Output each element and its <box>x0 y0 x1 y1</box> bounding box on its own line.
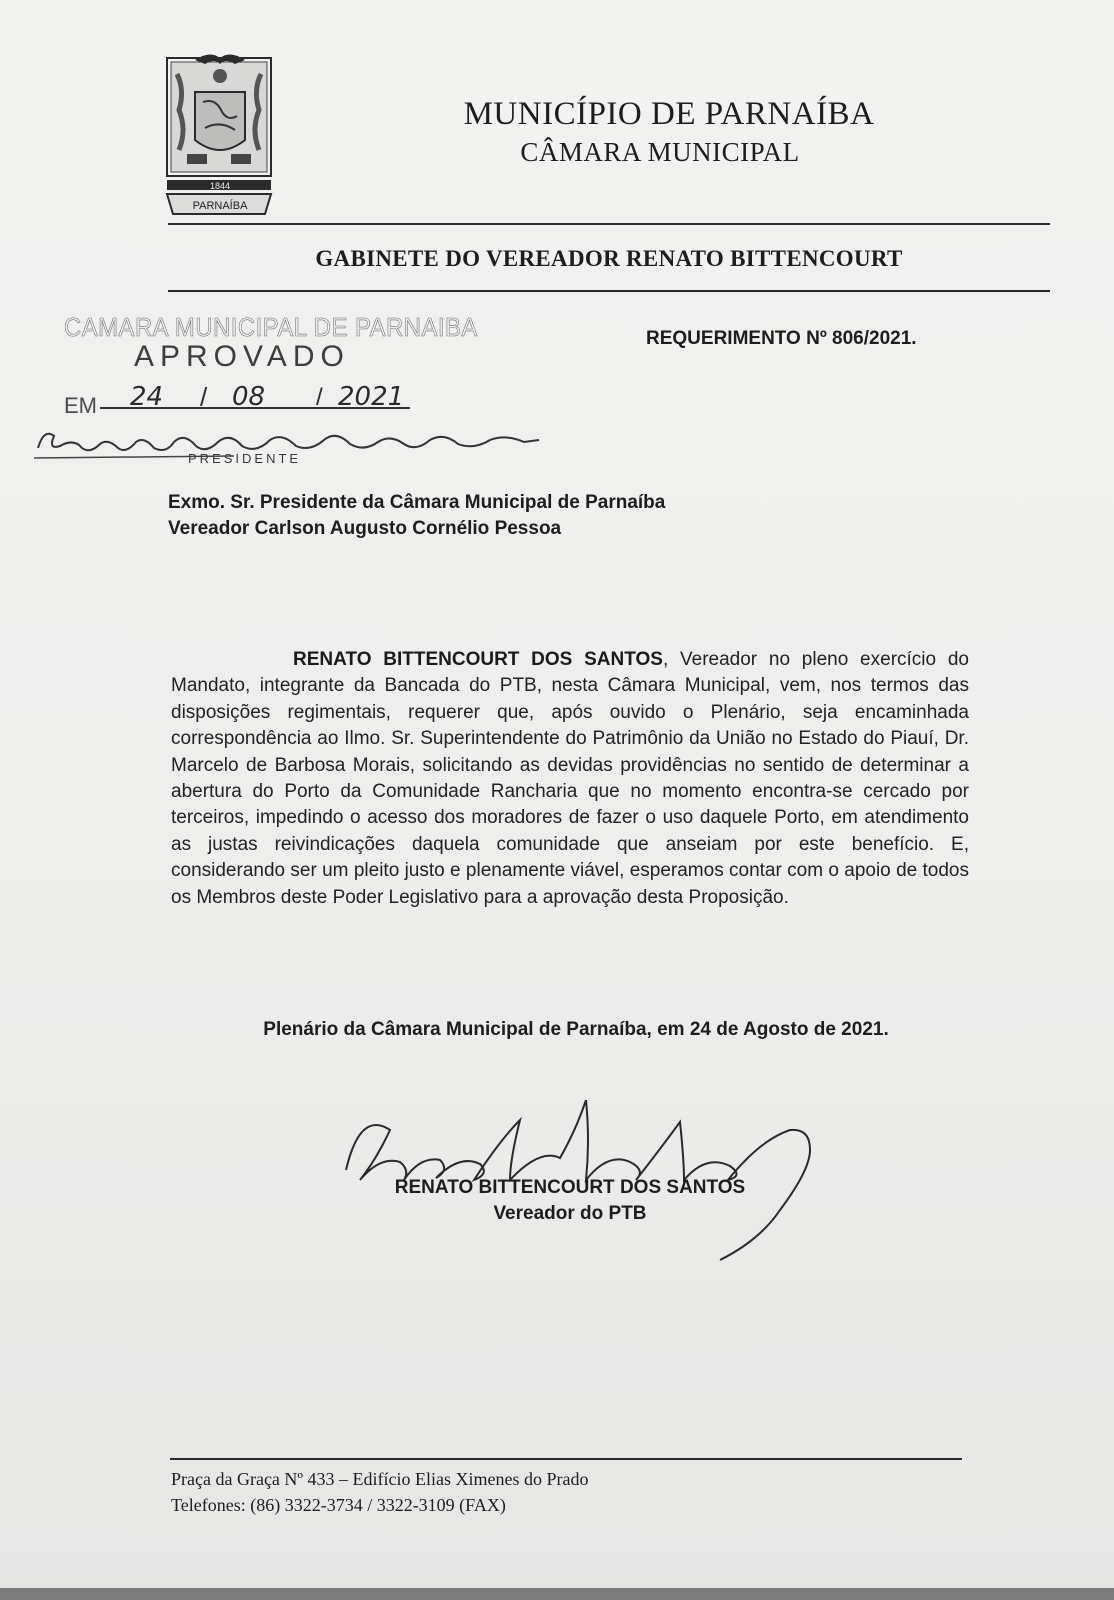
footer-address: Praça da Graça Nº 433 – Edifício Elias Ximenes do Prado <box>171 1469 589 1489</box>
request-body-text: , Vereador no pleno exercício do Mandato, integrante da Bancada do PTB, nesta Câmara Municipal, vem, nos termos das disposições regimentais, requerer que, após ouvido o Plenário, seja encaminhada correspondência ao Ilmo. Sr. Superintendente do Patrimônio da União no Estado do Piauí, Dr. Marcelo de Barbosa Morais, solicitando as devidas providências no sentido de determinar a abertura do Porto da Comunidade Rancharia que no momento encontra-se cercado por terceiros, impedindo o acesso dos moradores de fazer o uso daquele Porto, em atendimento as justas reivindicações daquela comunidade que anseiam por este benefício. E, considerando ser um pleito justo e plenamente viável, esperamos contar com o apoio de todos os Membros deste Poder Legislativo para a aprovação desta Proposição. <box>171 649 969 908</box>
signatory-role: Vereador do PTB <box>493 1203 647 1224</box>
crest-year: 1844 <box>209 181 231 191</box>
stamp-date-separator: / <box>200 382 208 412</box>
crest-scroll-label: PARNAÍBA <box>192 200 248 212</box>
addressee-block <box>168 490 665 542</box>
scan-edge <box>0 1588 1114 1600</box>
stamp-approved-label: APROVADO <box>134 340 350 373</box>
footer-divider <box>170 1458 962 1460</box>
stamp-date-month: 08 <box>232 382 266 412</box>
footer-block <box>171 1466 588 1518</box>
requester-name: RENATO BITTENCOURT DOS SANTOS <box>293 649 663 670</box>
addressee-line: Exmo. Sr. Presidente da Câmara Municipal de Parnaíba <box>168 492 666 513</box>
header-divider-top <box>168 223 1050 225</box>
stamp-date-separator: / <box>316 384 323 411</box>
signatory-name: RENATO BITTENCOURT DOS SANTOS <box>394 1177 746 1198</box>
footer-phones: Telefones: (86) 3322-3734 / 3322-3109 (FAX) <box>171 1495 506 1515</box>
letterhead-title-block <box>440 96 910 168</box>
coat-of-arms-icon <box>165 50 275 220</box>
closing-place-date: Plenário da Câmara Municipal de Parnaíba, em 24 de Agosto de 2021. <box>263 1019 889 1040</box>
stamp-date-day: 24 <box>130 382 164 412</box>
stamp-em-label: EM <box>64 393 97 418</box>
request-body-paragraph <box>171 647 969 911</box>
stamp-chamber-name: CAMARA MUNICIPAL DE PARNAIBA <box>64 312 478 342</box>
request-number: REQUERIMENTO Nº 806/2021. <box>646 328 917 349</box>
header-divider-bottom <box>168 290 1050 292</box>
municipality-title: MUNICÍPIO DE PARNAÍBA <box>463 96 875 132</box>
office-heading: GABINETE DO VEREADOR RENATO BITTENCOURT <box>315 246 903 271</box>
chamber-subtitle: CÂMARA MUNICIPAL <box>520 137 800 167</box>
addressee-line: Vereador Carlson Augusto Cornélio Pessoa <box>168 518 562 539</box>
stamp-president-label: PRESIDENTE <box>188 451 302 466</box>
stamp-date-year: 2021 <box>338 382 405 412</box>
